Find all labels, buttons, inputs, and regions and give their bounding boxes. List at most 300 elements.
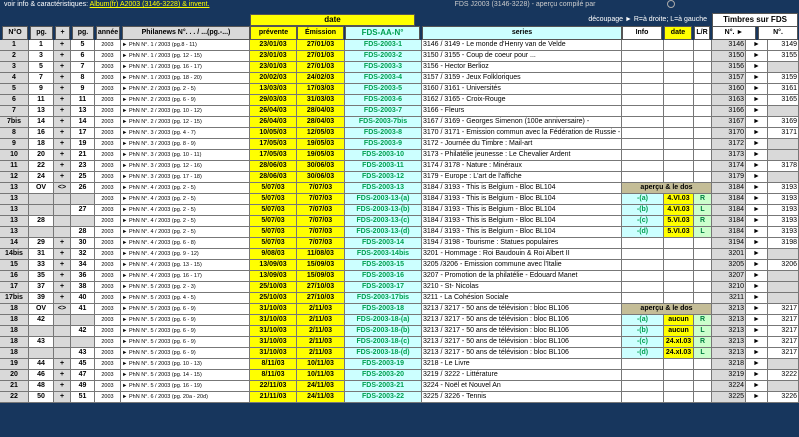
cell-lr [694,106,712,117]
table-row [0,73,799,84]
cell-no: 18 [0,337,29,348]
cell-pn: ► PhN N°. 2 / 2003 (pg. 10 - 12) [121,106,250,117]
arrow-icon: ► [122,372,129,378]
cell-fds[interactable]: FDS-2003-16 [345,271,422,282]
cell-pg: 20 [29,150,54,161]
cell-emi: 27/01/03 [297,40,345,51]
cell-pre: 10/05/03 [250,128,297,139]
arrow-icon: ► [746,150,768,161]
cell-fds[interactable]: FDS-2003-13-(b) [345,205,422,216]
table-row [0,106,799,117]
cell-n2: 3178 [768,161,799,172]
cell-info: -(a) [622,194,664,205]
cell-dt: 5.VI.03 [664,227,694,238]
cell-dt [664,139,694,150]
table-row [0,84,799,95]
cell-lr [694,392,712,403]
cell-pl: + [54,161,71,172]
cell-emi: 28/04/03 [297,117,345,128]
cell-fds[interactable]: FDS-2003-10 [345,150,422,161]
cell-dt: aucun [664,315,694,326]
cell-pg: 43 [29,337,54,348]
arrow-icon: ► [122,75,129,81]
cell-dt [664,106,694,117]
arrow-icon: ► [746,73,768,84]
cell-emi: 7/07/03 [297,216,345,227]
cell-yr: 2003 [95,293,121,304]
table-row [0,359,799,370]
cell-n1: 3163 [712,95,746,106]
cell-emi: 31/03/03 [297,95,345,106]
cell-pg: 33 [29,260,54,271]
cell-dt: 4.VI.03 [664,205,694,216]
cell-fds[interactable]: FDS-2003-13-(c) [345,216,422,227]
cell-pl: + [54,84,71,95]
cell-pl: + [54,238,71,249]
cell-yr: 2003 [95,84,121,95]
cell-pg: OV [29,183,54,194]
album-link[interactable]: Album(fr) A2003 (3146-3228) & invent. [89,1,210,8]
arrow-icon: ► [122,394,129,400]
cell-emi: 7/07/03 [297,238,345,249]
cell-emi: 7/07/03 [297,205,345,216]
cell-n1: 3201 [712,249,746,260]
cell-n1: 3184 [712,216,746,227]
cell-info [622,249,664,260]
arrow-icon: ► [122,273,129,279]
cell-dt: aucun [664,326,694,337]
arrow-icon: ► [122,64,129,70]
cell-fds[interactable]: FDS-2003-18-(b) [345,326,422,337]
arrow-icon: ► [746,216,768,227]
cell-fds[interactable]: FDS-2003-8 [345,128,422,139]
cell-dt [664,271,694,282]
cell-dt [664,381,694,392]
cell-ser: 3167 / 3169 - Georges Simenon (100e anniversaire) - [422,117,622,128]
arrow-icon: ► [122,251,129,257]
cell-pre: 17/05/03 [250,150,297,161]
cell-fds[interactable]: FDS-2003-17bis [345,293,422,304]
cell-fds[interactable]: FDS-2003-19 [345,359,422,370]
cell-info [622,260,664,271]
cell-yr: 2003 [95,172,121,183]
cell-yr: 2003 [95,205,121,216]
cell-fds[interactable]: FDS-2003-3 [345,62,422,73]
cell-pl: + [54,381,71,392]
cell-pg2: 19 [71,139,95,150]
cell-pl [54,337,71,348]
cell-dt [664,62,694,73]
cell-yr: 2003 [95,161,121,172]
arrow-icon: ► [122,339,129,345]
cell-no: 22 [0,392,29,403]
cell-no: 6 [0,95,29,106]
cell-n1: 3219 [712,370,746,381]
cell-dt [664,172,694,183]
cell-info [622,84,664,95]
cell-yr: 2003 [95,40,121,51]
arrow-icon: ► [122,119,129,125]
cell-pre: 5/07/03 [250,205,297,216]
cell-pg2: 43 [71,348,95,359]
cell-lr [694,370,712,381]
cell-pn: ► PhN N°. 1 / 2003 (pg. 18 - 20) [121,73,250,84]
cell-pl: + [54,62,71,73]
table-row [0,40,799,51]
cell-lr [694,161,712,172]
cell-lr [694,249,712,260]
cell-emi: 24/02/03 [297,73,345,84]
cell-n1: 3172 [712,139,746,150]
arrow-icon: ► [122,163,129,169]
cell-dt [664,260,694,271]
table-row [0,194,799,205]
cell-info: -(d) [622,227,664,238]
arrow-icon: ► [746,128,768,139]
cell-pl: <> [54,304,71,315]
cell-pg2: 32 [71,249,95,260]
arrow-icon: ► [122,196,129,202]
cell-no: 10 [0,150,29,161]
cell-pl: + [54,392,71,403]
cell-pre: 17/05/03 [250,139,297,150]
cell-ser: 3218 - Le Livre [422,359,622,370]
cell-ser: 3184 / 3193 - This is Belgium - Bloc BL104 [422,194,622,205]
cell-info [622,62,664,73]
cell-dt: 4.VI.03 [664,194,694,205]
cell-pg2: 49 [71,381,95,392]
cell-pl: + [54,172,71,183]
timbres-header: Timbres sur FDS [712,13,798,27]
arrow-icon: ► [746,227,768,238]
cell-yr: 2003 [95,315,121,326]
cell-info: aperçu & le dos [622,183,712,194]
cell-n2 [768,359,799,370]
cell-ser: 3160 / 3161 - Universités [422,84,622,95]
cell-pg: 28 [29,216,54,227]
table-row [0,370,799,381]
cell-fds[interactable]: FDS-2003-18-(d) [345,348,422,359]
cell-info [622,117,664,128]
cell-fds[interactable]: FDS-2003-22 [345,392,422,403]
cell-yr: 2003 [95,370,121,381]
cell-n1: 3213 [712,315,746,326]
cell-info: -(a) [622,315,664,326]
cell-emi: 2/11/03 [297,315,345,326]
cell-yr: 2003 [95,95,121,106]
cell-fds[interactable]: FDS-2003-5 [345,84,422,95]
cell-n2: 3206 [768,260,799,271]
cell-fds[interactable]: FDS-2003-7 [345,106,422,117]
cell-fds[interactable]: FDS-2003-21 [345,381,422,392]
cell-pn: ► PhN N°. 4 / 2003 (pg. 2 - 5) [121,183,250,194]
cell-yr: 2003 [95,238,121,249]
cell-lr [694,150,712,161]
cell-fds[interactable]: FDS-2003-18-(a) [345,315,422,326]
cell-ser: 3184 / 3193 - This is Belgium - Bloc BL104 [422,205,622,216]
cell-fds[interactable]: FDS-2003-6 [345,95,422,106]
cell-fds[interactable]: FDS-2003-7bis [345,117,422,128]
cell-info [622,392,664,403]
cell-pg [29,194,54,205]
cell-ser: 3162 / 3165 - Croix-Rouge [422,95,622,106]
cell-fds[interactable]: FDS-2003-18-(c) [345,337,422,348]
cell-dt [664,40,694,51]
cell-n2: 3198 [768,238,799,249]
cell-pre: 9/08/03 [250,249,297,260]
cell-n2: 3193 [768,183,799,194]
cell-yr: 2003 [95,304,121,315]
cell-ser: 3201 - Hommage : Roi Baudouin & Roi Albert II [422,249,622,260]
cell-emi: 30/06/03 [297,172,345,183]
cell-no: 13 [0,205,29,216]
cell-fds[interactable]: FDS-2003-17 [345,282,422,293]
cell-pg2: 36 [71,271,95,282]
table-row [0,62,799,73]
cell-lr [694,282,712,293]
cell-n2 [768,381,799,392]
cell-pg [29,227,54,238]
cell-n2: 3217 [768,337,799,348]
cell-n1: 3179 [712,172,746,183]
date-header: date [250,14,415,26]
cell-lr: R [694,337,712,348]
cell-emi: 2/11/03 [297,348,345,359]
cell-no: 20 [0,370,29,381]
cell-pl: + [54,40,71,51]
cell-n2 [768,271,799,282]
arrow-icon: ► [746,95,768,106]
cell-yr: 2003 [95,183,121,194]
doc-title: FDS J2003 (3146-3228) - aperçu compilé par [415,0,635,10]
col-date2: date [664,26,692,40]
arrow-icon: ► [746,293,768,304]
cell-n1: 3213 [712,337,746,348]
cell-fds[interactable]: FDS-2003-18 [345,304,422,315]
cell-fds[interactable]: FDS-2003-4 [345,73,422,84]
table-row [0,381,799,392]
cell-pre: 5/07/03 [250,238,297,249]
copyright-mark [636,0,706,10]
cell-yr: 2003 [95,271,121,282]
cell-pn: ► PhN N°. 5 / 2003 (pg. 2 - 3) [121,282,250,293]
cell-info [622,381,664,392]
cell-pre: 5/07/03 [250,216,297,227]
cell-pg2: 13 [71,106,95,117]
cell-pg2: 41 [71,304,95,315]
cell-pn: ► PhN N°. 3 / 2003 (pg. 12 - 16) [121,161,250,172]
cell-ser: 3225 / 3226 - Tennis [422,392,622,403]
cell-pg2: 38 [71,282,95,293]
cell-pl: + [54,139,71,150]
arrow-icon: ► [746,381,768,392]
cell-pg: 35 [29,271,54,282]
cell-info [622,238,664,249]
cell-pg2: 25 [71,172,95,183]
cell-fds[interactable]: FDS-2003-12 [345,172,422,183]
arrow-icon: ► [746,106,768,117]
cell-n1: 3184 [712,227,746,238]
cell-n2: 3159 [768,73,799,84]
cell-n1: 3150 [712,51,746,62]
cell-no: 11 [0,161,29,172]
cell-info [622,282,664,293]
cell-n2: 3165 [768,95,799,106]
cell-no: 12 [0,172,29,183]
cell-no: 1 [0,40,29,51]
cell-emi: 27/01/03 [297,51,345,62]
cell-emi: 7/07/03 [297,194,345,205]
cell-pre: 13/03/03 [250,84,297,95]
cell-ser: 3213 / 3217 - 50 ans de télévision : bloc BL106 [422,337,622,348]
cell-dt [664,73,694,84]
cell-pre: 22/11/03 [250,381,297,392]
cell-pl [54,227,71,238]
cell-n1: 3184 [712,194,746,205]
cell-no: 13 [0,216,29,227]
cell-pg2: 23 [71,161,95,172]
cell-emi: 19/05/03 [297,150,345,161]
cell-pre: 31/10/03 [250,348,297,359]
cell-dt [664,161,694,172]
cell-pn: ► PhN N°. 5 / 2003 (pg. 6 - 9) [121,315,250,326]
cell-no: 17bis [0,293,29,304]
cell-pg2 [71,315,95,326]
cell-n2: 3217 [768,326,799,337]
cell-info [622,95,664,106]
cell-pn: ► PhN N°. 4 / 2003 (pg. 13 - 15) [121,260,250,271]
cell-info: -(c) [622,216,664,227]
cell-n2: 3193 [768,205,799,216]
cell-pg: 42 [29,315,54,326]
arrow-icon: ► [122,361,129,367]
cell-info: -(b) [622,205,664,216]
cell-ser: 3184 / 3193 - This is Belgium - Bloc BL104 [422,227,622,238]
table-row [0,293,799,304]
cell-dt [664,392,694,403]
cell-no: 14bis [0,249,29,260]
cell-emi: 10/11/03 [297,370,345,381]
cell-fds[interactable]: FDS-2003-13-(a) [345,194,422,205]
cell-pg2 [71,216,95,227]
table-row [0,161,799,172]
arrow-icon: ► [746,205,768,216]
cell-yr: 2003 [95,216,121,227]
arrow-icon: ► [746,62,768,73]
cell-fds[interactable]: FDS-2003-2 [345,51,422,62]
cell-n1: 3213 [712,326,746,337]
cell-fds[interactable]: FDS-2003-9 [345,139,422,150]
arrow-icon: ► [122,229,129,235]
cell-dt: 5.VI.03 [664,216,694,227]
cell-ser: 3224 - Noël et Nouvel An [422,381,622,392]
cell-emi: 7/07/03 [297,227,345,238]
cell-fds[interactable]: FDS-2003-20 [345,370,422,381]
cell-pn: ► PhN N°. 6 / 2003 (pg. 20a - 20d) [121,392,250,403]
cell-n1: 3146 [712,40,746,51]
cell-lr [694,260,712,271]
cell-emi: 2/11/03 [297,304,345,315]
cell-no: 13 [0,194,29,205]
cell-pg: 50 [29,392,54,403]
cell-ser: 3170 / 3171 - Emission commun avec la Fédération de Russie - [422,128,622,139]
cell-pg: 18 [29,139,54,150]
cell-pg: 5 [29,62,54,73]
cell-fds[interactable]: FDS-2003-11 [345,161,422,172]
cell-fds[interactable]: FDS-2003-13-(d) [345,227,422,238]
cell-no: 13 [0,227,29,238]
cell-lr: L [694,326,712,337]
cell-n1: 3194 [712,238,746,249]
cell-pl: + [54,150,71,161]
cell-n2: 3222 [768,370,799,381]
cell-fds[interactable]: FDS-2003-15 [345,260,422,271]
cell-info [622,139,664,150]
col-philanews: Philanews N°. . . / ...(pg.-...) [122,26,250,40]
cell-no: 15 [0,260,29,271]
cell-n1: 3213 [712,348,746,359]
cell-lr [694,95,712,106]
cell-pg2: 17 [71,128,95,139]
cell-pl [54,315,71,326]
cell-pn: ► PhN N°. 3 / 2003 (pg. 10 - 11) [121,150,250,161]
arrow-icon: ► [122,152,129,158]
table-row [0,249,799,260]
cell-pg2: 40 [71,293,95,304]
cell-dt [664,282,694,293]
cell-lr [694,117,712,128]
table-row [0,205,799,216]
cell-n2 [768,139,799,150]
cell-pn: ► PhN N°. 5 / 2003 (pg. 4 - 5) [121,293,250,304]
cell-yr: 2003 [95,51,121,62]
cell-n2: 3169 [768,117,799,128]
arrow-icon: ► [746,271,768,282]
cell-pg2: 14 [71,117,95,128]
cell-fds[interactable]: FDS-2003-1 [345,40,422,51]
cell-fds[interactable]: FDS-2003-14bis [345,249,422,260]
col-emission: Émission [297,26,344,40]
cell-n2 [768,150,799,161]
cell-no: 21 [0,381,29,392]
cell-ser: 3157 / 3159 - Jeux Folkloriques [422,73,622,84]
arrow-icon: ► [122,284,129,290]
cell-n2 [768,106,799,117]
cell-n2: 3217 [768,304,799,315]
cell-no: 3 [0,62,29,73]
cell-pn: ► PhN N°. 5 / 2003 (pg. 16 - 19) [121,381,250,392]
cell-no: 8 [0,128,29,139]
cell-fds[interactable]: FDS-2003-13 [345,183,422,194]
cell-ser: 3150 / 3155 - Coup de coeur pour ... [422,51,622,62]
cell-emi: 30/06/03 [297,161,345,172]
cell-n2: 3226 [768,392,799,403]
cell-n2 [768,282,799,293]
cell-ser: 3166 - Fleurs [422,106,622,117]
cell-pn: ► PhN N°. 4 / 2003 (pg. 2 - 5) [121,216,250,227]
cell-lr [694,73,712,84]
cell-pre: 29/03/03 [250,95,297,106]
cell-fds[interactable]: FDS-2003-14 [345,238,422,249]
cell-pg: 7 [29,73,54,84]
cell-pg: 31 [29,249,54,260]
cell-pl: + [54,260,71,271]
arrow-icon: ► [122,328,129,334]
cell-pl: + [54,359,71,370]
arrow-icon: ► [122,317,129,323]
cell-n1: 3210 [712,282,746,293]
cell-emi: 24/11/03 [297,381,345,392]
